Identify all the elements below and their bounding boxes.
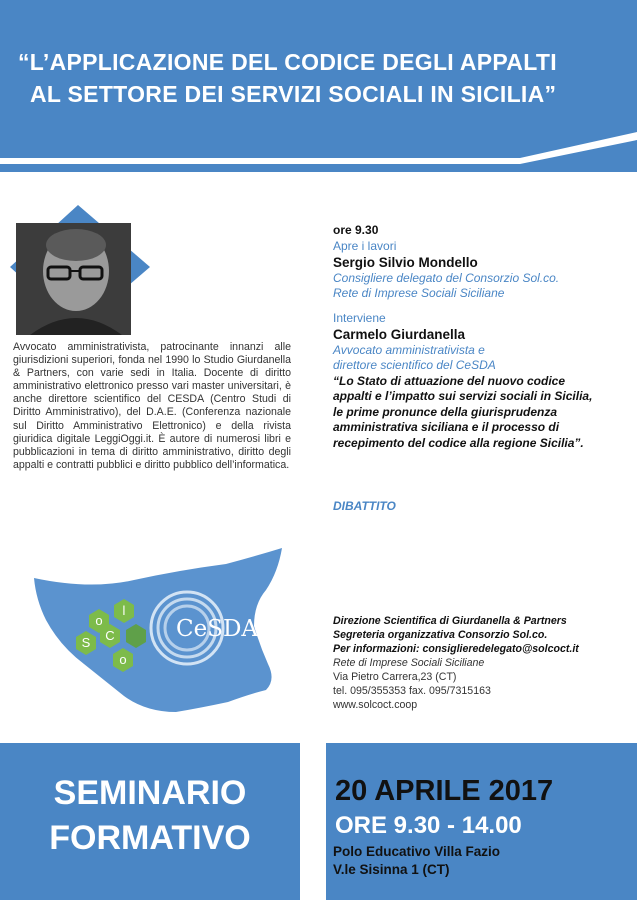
intervention-label: Interviene bbox=[333, 311, 386, 325]
talk-line-2: appalti e l’impatto sui servizi sociali in Sicilia, bbox=[333, 389, 593, 404]
title-line-2: AL SETTORE DEI SERVIZI SOCIALI IN SICILIA” bbox=[30, 81, 557, 107]
talk-line-4: amministrativa siciliana e il processo di bbox=[333, 420, 560, 435]
contact-direction: Direzione Scientifica di Giurdanella & Partners bbox=[333, 615, 567, 627]
talk-line-1: “Lo Stato di attuazione del nuovo codice bbox=[333, 374, 566, 388]
program bbox=[333, 223, 633, 451]
contacts bbox=[333, 614, 633, 712]
contact-phone: tel. 095/355353 fax. 095/7315163 bbox=[333, 685, 491, 697]
debate-label: DIBATTITO bbox=[333, 499, 396, 513]
program-time: ore 9.30 bbox=[333, 223, 379, 237]
event-date: 20 APRILE 2017 bbox=[335, 775, 554, 807]
event-hours: ORE 9.30 - 14.00 bbox=[335, 812, 522, 839]
hex-letter-o1: o bbox=[95, 613, 103, 628]
talk-title bbox=[333, 374, 633, 451]
hex-letter-o2: o bbox=[119, 652, 127, 667]
speaker2-affil-1: Avvocato amministrativista e bbox=[333, 343, 485, 357]
hex-letter-c: C bbox=[105, 628, 115, 643]
speaker1-affil-2: Rete di Imprese Sociali Siciliane bbox=[333, 285, 505, 300]
seminar-title bbox=[0, 771, 300, 861]
bio-text: Avvocato amministrativista, patrocinante innanzi alle giurisdizioni superiori, fonda nel 1990 lo Studio Giurdanella & Partners, con varie sedi in Italia. Docente di diritto amministrativo elettronico presso vari master universitari, è anche direttore scientifico del CESDA (Centro Studi di Diritto Amministrativo), del D.A.E. (Conferenza nazionale sul Diritto Amministrativo Elettronico) e della rivista giuridica digitale LeggiOggi.it. È autore di numerosi libri e pubblicazioni in tema di diritto amministrativo, diritto degli appalti e contratti pubblici e diritto pubblico dell’informatica. bbox=[13, 341, 291, 471]
opening-label: Apre i lavori bbox=[333, 239, 397, 253]
speaker1-name: Sergio Silvio Mondello bbox=[333, 255, 478, 270]
speaker2-name: Carmelo Giurdanella bbox=[333, 327, 466, 342]
speaker2-affil-2: direttore scientifico del CeSDA bbox=[333, 357, 496, 372]
contact-network: Rete di Imprese Sociali Siciliane bbox=[333, 657, 485, 669]
event-venue: Polo Educativo Villa Fazio bbox=[333, 844, 501, 859]
speaker-bio bbox=[13, 341, 291, 472]
speaker1-affil-1: Consigliere delegato del Consorzio Sol.co. bbox=[333, 271, 560, 285]
contact-website[interactable]: www.solcoct.coop bbox=[333, 699, 418, 711]
event-address: V.le Sisinna 1 (CT) bbox=[333, 862, 450, 877]
seminar-line-1: SEMINARIO bbox=[53, 774, 247, 812]
contact-address: Via Pietro Carrera,23 (CT) bbox=[333, 671, 457, 683]
seminar-line-2: FORMATIVO bbox=[49, 819, 251, 857]
contact-email[interactable]: Per informazioni: consiglieredelegato@solcoct.it bbox=[333, 643, 579, 655]
page-title bbox=[18, 46, 628, 110]
contact-secretariat: Segreteria organizzativa Consorzio Sol.co. bbox=[333, 629, 548, 641]
sicily-map-with-logos bbox=[30, 542, 300, 717]
title-line-1: “L’APPLICAZIONE DEL CODICE DEGLI APPALTI bbox=[18, 49, 557, 75]
speaker-photo bbox=[10, 205, 160, 340]
cesda-logo-text: CeSDA bbox=[176, 616, 259, 642]
talk-line-5: recepimento del codice alla regione Sicilia”. bbox=[333, 435, 584, 450]
hex-letter-s: S bbox=[81, 635, 91, 650]
talk-line-3: le prime pronunce della giurisprudenza bbox=[333, 404, 558, 419]
hex-letter-l: l bbox=[122, 603, 126, 618]
